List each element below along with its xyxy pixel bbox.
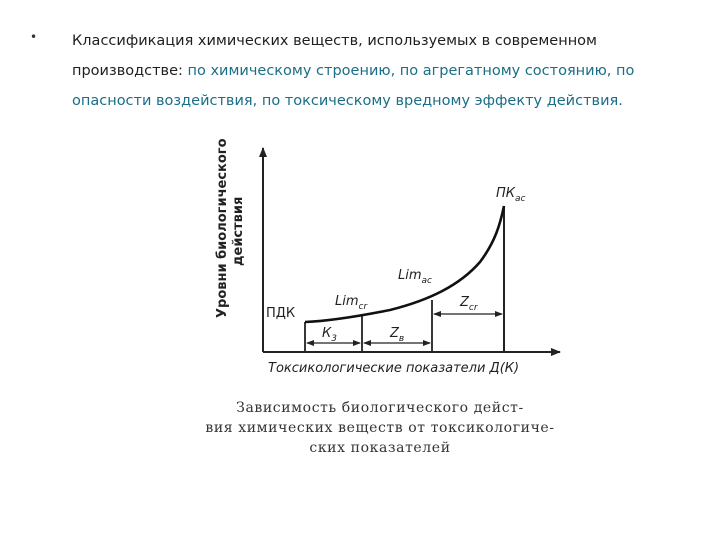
limac-subscript: ac xyxy=(421,276,432,286)
zb-label: $Z_в$ xyxy=(390,326,405,344)
classification-list: по химическому строению, по агрегатному состоянию, по опасности воздействия, по токсическому вредному эффекту действия. xyxy=(72,63,635,109)
limcr-subscript: cr xyxy=(358,302,368,312)
zb-subscript: в xyxy=(398,334,405,344)
zcr-label: $Z_{cr}$ xyxy=(460,295,478,313)
k3-label: $К_3$ xyxy=(322,326,337,344)
figure-caption xyxy=(200,398,560,458)
limcr-label: Lim$_{cr}$ xyxy=(335,294,368,312)
pkac-label: $ПК_{ac}$ xyxy=(496,186,526,204)
y-axis-label-line2: действия xyxy=(231,196,246,266)
pkac-subscript: ac xyxy=(515,194,526,204)
bullet-marker: • xyxy=(30,30,38,44)
caption-line-2: вия химических веществ от токсикологиче- xyxy=(205,420,555,436)
k3-subscript: 3 xyxy=(331,334,337,344)
zcr-subscript: cr xyxy=(468,303,478,313)
x-axis-label: Токсикологические показатели Д(К) xyxy=(268,361,520,376)
classification-lead: Классификация химических веществ, используемых в современном производстве: xyxy=(72,33,597,79)
pdk-label: ПДК xyxy=(266,306,296,321)
caption-line-1: Зависимость биологического дейст- xyxy=(236,400,524,416)
y-axis-label-line1: Уровни биологического xyxy=(215,138,230,318)
caption-line-3: ских показателей xyxy=(309,440,451,456)
limac-label: Lim$_{ac}$ xyxy=(398,268,432,286)
